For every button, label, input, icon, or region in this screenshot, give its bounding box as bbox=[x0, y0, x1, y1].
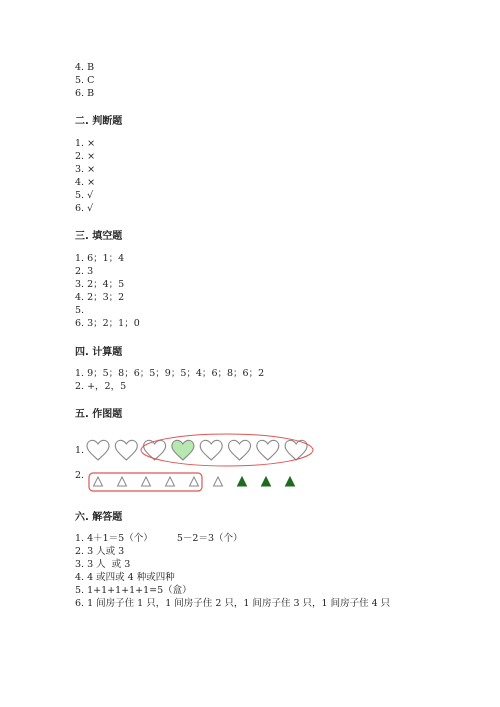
triangle-filled-icon bbox=[238, 477, 247, 486]
answer-line: 1. × bbox=[75, 138, 96, 149]
answer-line: 5. √ bbox=[75, 190, 94, 201]
triangle-filled-icon bbox=[262, 477, 271, 486]
heart-outline-icon bbox=[115, 440, 137, 460]
heart-outline-icon bbox=[229, 440, 251, 460]
section-heading-drawing: 五. 作图题 bbox=[75, 409, 123, 420]
triangle-outline-icon bbox=[214, 477, 223, 486]
answer-line: 1. 4＋1＝5（个） 5－2＝3（个） bbox=[75, 533, 243, 544]
heart-outline-icon bbox=[87, 440, 109, 460]
answer-line: 4. 4 或四或 4 种或四种 bbox=[75, 572, 175, 583]
answer-line: 2. 3 bbox=[75, 266, 94, 277]
answer-line: 4. B bbox=[75, 62, 95, 73]
triangle-outline-icon bbox=[142, 477, 151, 486]
answer-line: 6. B bbox=[75, 88, 95, 99]
answer-line: 5. 1+1+1+1+1=5（盒） bbox=[75, 585, 192, 596]
section-heading-fill-blank: 三. 填空题 bbox=[75, 231, 123, 242]
answer-line: 4. × bbox=[75, 177, 96, 188]
triangle-outline-icon bbox=[94, 477, 103, 486]
triangle-filled-icon bbox=[286, 477, 295, 486]
answer-line: 2. +，2，5 bbox=[75, 381, 127, 392]
answer-line: 3. × bbox=[75, 164, 96, 175]
triangle-outline-icon bbox=[190, 477, 199, 486]
answer-line: 5. C bbox=[75, 75, 95, 86]
answer-line: 2. 3 人或 3 bbox=[75, 546, 125, 557]
section-heading-word-problems: 六. 解答题 bbox=[75, 512, 123, 523]
answer-line: 5. bbox=[75, 305, 85, 316]
triangle-outline-icon bbox=[166, 477, 175, 486]
row-label: 1. bbox=[75, 445, 85, 456]
section-heading-calculation: 四. 计算题 bbox=[75, 347, 123, 358]
heart-outline-icon bbox=[257, 440, 279, 460]
answer-line: 6. 3；2；1；0 bbox=[75, 318, 140, 329]
answer-line: 2. × bbox=[75, 151, 96, 162]
heart-filled-icon bbox=[172, 440, 194, 460]
answer-line: 3. 3 人 或 3 bbox=[75, 559, 131, 570]
answer-line: 6. 1 间房子住 1 只，1 间房子住 2 只，1 间房子住 3 只，1 间房子住 4 只 bbox=[75, 598, 391, 609]
answer-line: 6. √ bbox=[75, 203, 94, 214]
answer-line: 4. 2；3；2 bbox=[75, 292, 125, 303]
answer-line: 1. 6；1；4 bbox=[75, 253, 125, 264]
heart-outline-icon bbox=[200, 440, 222, 460]
triangle-outline-icon bbox=[118, 477, 127, 486]
answer-line: 3. 2；4；5 bbox=[75, 279, 125, 290]
heart-outline-icon bbox=[144, 440, 166, 460]
answer-line: 1. 9；5；8；6；5；9；5；4；6；8；6；2 bbox=[75, 368, 265, 379]
section-heading-judgement: 二. 判断题 bbox=[75, 116, 123, 127]
row-label: 2. bbox=[75, 470, 85, 481]
